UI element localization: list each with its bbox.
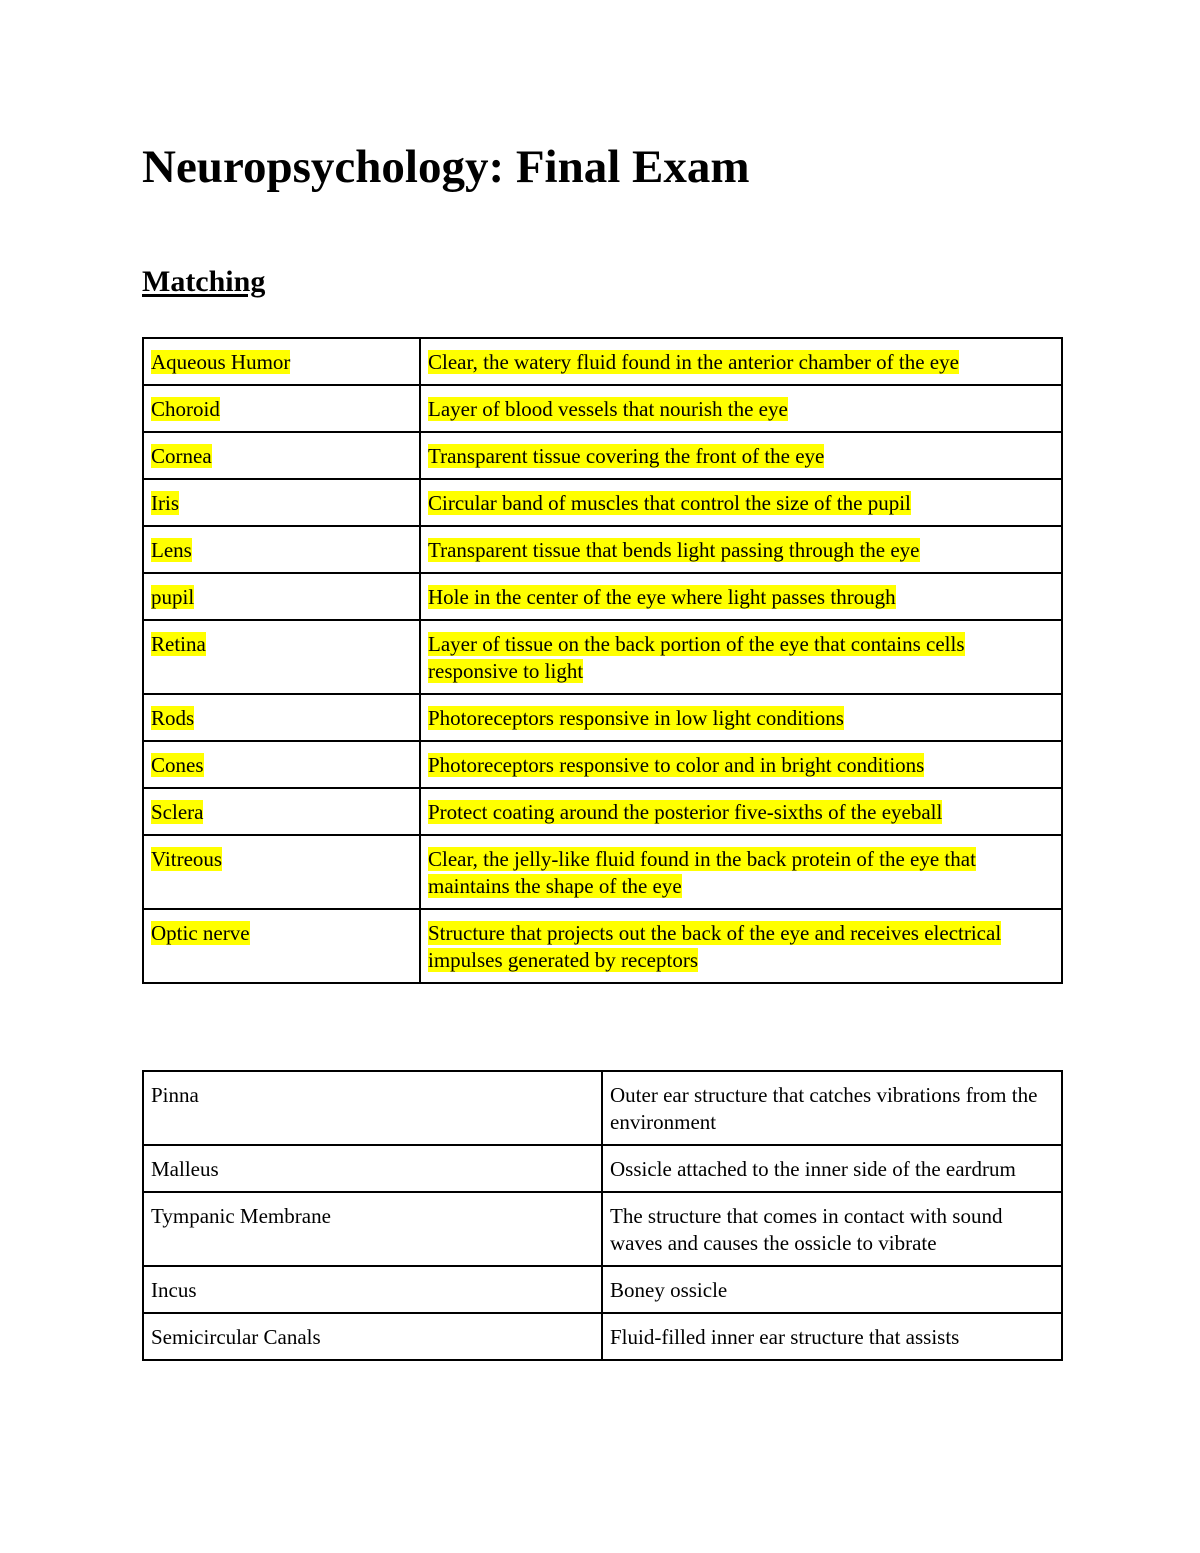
term-text: Sclera	[151, 800, 204, 824]
definition-cell: Outer ear structure that catches vibrations from the environment	[602, 1071, 1062, 1145]
definition-text: Clear, the watery fluid found in the anterior chamber of the eye	[428, 350, 959, 374]
table-row	[143, 788, 1062, 835]
term-cell: Incus	[143, 1266, 602, 1313]
term-cell	[143, 620, 420, 694]
definition-text: Photoreceptors responsive in low light conditions	[428, 706, 844, 730]
table-row	[143, 835, 1062, 909]
term-cell	[143, 526, 420, 573]
table-row	[143, 694, 1062, 741]
term-text: Rods	[151, 706, 195, 730]
table-row	[143, 573, 1062, 620]
term-text: pupil	[151, 585, 195, 609]
definition-cell	[420, 385, 1062, 432]
definition-cell	[420, 694, 1062, 741]
table-row	[143, 1071, 1062, 1145]
definition-text: Transparent tissue covering the front of the eye	[428, 444, 825, 468]
table-row	[143, 338, 1062, 385]
definition-cell	[420, 835, 1062, 909]
table-row	[143, 1266, 1062, 1313]
term-text: Cornea	[151, 444, 212, 468]
table-row	[143, 1192, 1062, 1266]
table-row	[143, 620, 1062, 694]
definition-text: Hole in the center of the eye where light passes through	[428, 585, 896, 609]
page-title: Neuropsychology: Final Exam	[142, 141, 750, 193]
definition-cell	[420, 479, 1062, 526]
term-text: Cones	[151, 753, 204, 777]
definition-cell	[420, 573, 1062, 620]
table-row	[143, 385, 1062, 432]
table-row	[143, 526, 1062, 573]
definition-cell	[420, 432, 1062, 479]
definition-cell	[420, 788, 1062, 835]
definition-cell	[420, 526, 1062, 573]
definition-text: Layer of tissue on the back portion of the eye that contains cells responsive to light	[428, 632, 965, 683]
term-cell	[143, 338, 420, 385]
definition-text: Layer of blood vessels that nourish the eye	[428, 397, 788, 421]
definition-cell: Boney ossicle	[602, 1266, 1062, 1313]
term-text: Iris	[151, 491, 179, 515]
ear-table-body	[143, 1071, 1062, 1360]
eye-matching-table	[142, 337, 1063, 984]
definition-cell	[420, 620, 1062, 694]
eye-table-body	[143, 338, 1062, 983]
term-cell	[143, 909, 420, 983]
term-cell	[143, 788, 420, 835]
term-cell	[143, 479, 420, 526]
term-cell	[143, 741, 420, 788]
term-text: Aqueous Humor	[151, 350, 291, 374]
term-cell	[143, 694, 420, 741]
term-cell	[143, 573, 420, 620]
term-text: Choroid	[151, 397, 220, 421]
term-cell: Pinna	[143, 1071, 602, 1145]
term-text: Vitreous	[151, 847, 223, 871]
definition-cell: Fluid-filled inner ear structure that assists	[602, 1313, 1062, 1360]
term-cell: Tympanic Membrane	[143, 1192, 602, 1266]
term-cell	[143, 385, 420, 432]
term-cell: Semicircular Canals	[143, 1313, 602, 1360]
term-text: Optic nerve	[151, 921, 250, 945]
term-cell	[143, 835, 420, 909]
term-cell: Malleus	[143, 1145, 602, 1192]
table-row	[143, 909, 1062, 983]
term-text: Lens	[151, 538, 192, 562]
definition-cell	[420, 909, 1062, 983]
definition-text: Structure that projects out the back of the eye and receives electrical impulses generated by receptors	[428, 921, 1002, 972]
definition-text: Photoreceptors responsive to color and in bright conditions	[428, 753, 925, 777]
definition-cell	[420, 741, 1062, 788]
definition-cell: Ossicle attached to the inner side of the eardrum	[602, 1145, 1062, 1192]
definition-cell: The structure that comes in contact with sound waves and causes the ossicle to vibrate	[602, 1192, 1062, 1266]
table-row	[143, 432, 1062, 479]
definition-text: Protect coating around the posterior five-sixths of the eyeball	[428, 800, 943, 824]
definition-text: Transparent tissue that bends light passing through the eye	[428, 538, 920, 562]
table-row	[143, 1145, 1062, 1192]
ear-matching-table	[142, 1070, 1063, 1361]
term-text: Retina	[151, 632, 206, 656]
definition-cell	[420, 338, 1062, 385]
table-row	[143, 1313, 1062, 1360]
term-cell	[143, 432, 420, 479]
definition-text: Clear, the jelly-like fluid found in the back protein of the eye that maintains the shape of the eye	[428, 847, 976, 898]
table-row	[143, 741, 1062, 788]
table-row	[143, 479, 1062, 526]
section-heading-matching: Matching	[142, 265, 266, 298]
definition-text: Circular band of muscles that control the size of the pupil	[428, 491, 911, 515]
